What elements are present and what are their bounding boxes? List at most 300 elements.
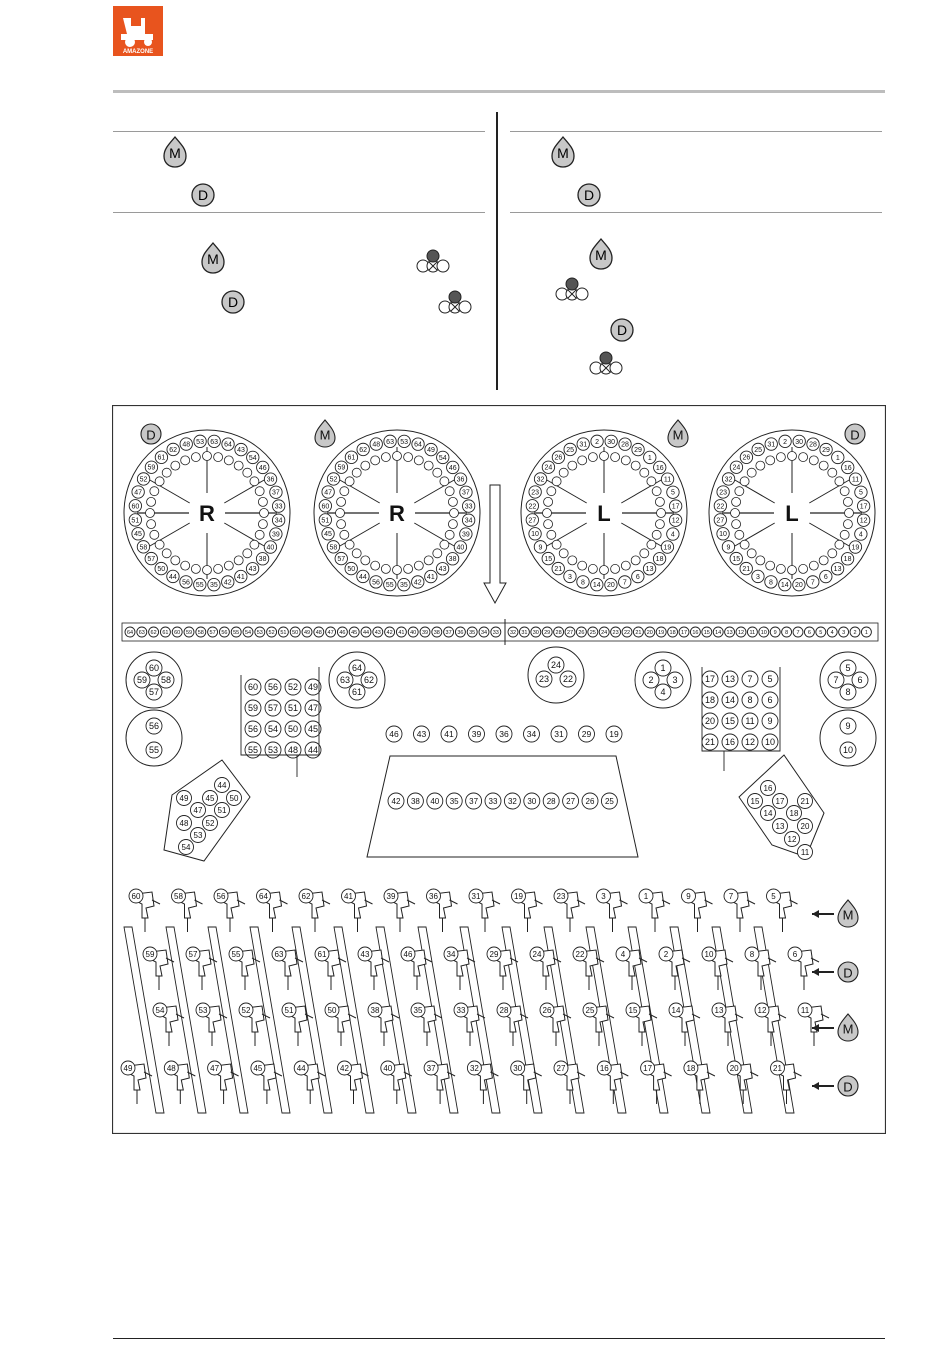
outlet bbox=[619, 438, 631, 450]
outlet-number: 12 bbox=[859, 517, 868, 525]
outlet bbox=[807, 576, 819, 588]
outlet bbox=[319, 514, 331, 526]
outlet-number: 10 bbox=[760, 629, 767, 636]
outlet bbox=[542, 627, 552, 637]
outlet-number: 59 bbox=[185, 629, 193, 636]
legend-right-d-symbol-2 bbox=[611, 319, 633, 341]
outlet bbox=[597, 1061, 611, 1075]
outlet-number: 27 bbox=[566, 629, 574, 636]
outlet-number: 61 bbox=[157, 454, 166, 462]
outlet-number: 50 bbox=[292, 629, 299, 636]
outlet bbox=[793, 435, 805, 447]
outlet-hole bbox=[843, 497, 852, 506]
outlet bbox=[272, 500, 284, 512]
outlet-hole bbox=[445, 530, 454, 539]
outlet-number: 54 bbox=[181, 842, 191, 852]
outlet bbox=[531, 627, 541, 637]
outlet-number: 53 bbox=[198, 1005, 208, 1015]
outlet bbox=[745, 947, 759, 961]
outlet bbox=[462, 500, 474, 512]
outlet-hole bbox=[559, 468, 568, 477]
outlet bbox=[398, 578, 410, 590]
outlet-number: 18 bbox=[843, 556, 852, 564]
outlet-number: 37 bbox=[426, 1063, 436, 1073]
outlet-number: 49 bbox=[179, 793, 189, 803]
outlet bbox=[160, 627, 170, 637]
outlet-hole bbox=[424, 461, 433, 470]
outlet-number: 53 bbox=[400, 438, 409, 446]
outlet bbox=[121, 1061, 135, 1075]
outlet bbox=[177, 816, 192, 831]
outlet-number: 29 bbox=[581, 728, 592, 739]
outlet bbox=[361, 672, 377, 688]
outlet bbox=[349, 627, 359, 637]
coulter-trio-icon bbox=[556, 278, 588, 300]
outlet-hole bbox=[578, 561, 587, 570]
outlet bbox=[605, 578, 617, 590]
outlet-number: 60 bbox=[148, 663, 160, 674]
outlet-number: 41 bbox=[398, 629, 405, 636]
outlet-number: 16 bbox=[655, 464, 664, 472]
outlet-number: 13 bbox=[714, 1005, 724, 1015]
outlet-number: 41 bbox=[236, 574, 245, 582]
outlet bbox=[265, 721, 281, 737]
outlet bbox=[203, 791, 218, 806]
outlet bbox=[832, 451, 844, 463]
outlet bbox=[231, 627, 241, 637]
outlet-hole bbox=[631, 556, 640, 565]
outlet bbox=[414, 726, 430, 742]
outlet-number: 47 bbox=[327, 629, 334, 636]
outlet bbox=[714, 500, 726, 512]
outlet-hole bbox=[732, 497, 741, 506]
outlet bbox=[349, 660, 365, 676]
outlet-number: 35 bbox=[210, 582, 218, 590]
outlet bbox=[727, 1061, 741, 1075]
outlet-number: 29 bbox=[822, 447, 830, 455]
outlet bbox=[724, 889, 738, 903]
outlet-number: 14 bbox=[592, 582, 601, 590]
outlet-hole bbox=[544, 520, 553, 529]
outlet-hole bbox=[450, 509, 459, 518]
outlet-number: 7 bbox=[728, 891, 734, 901]
outlet bbox=[469, 726, 485, 742]
outlet-hole bbox=[243, 468, 252, 477]
outlet-number: 54 bbox=[155, 1005, 165, 1015]
outlet bbox=[850, 627, 860, 637]
outlet-number: 51 bbox=[280, 629, 287, 636]
outlet-number: 16 bbox=[599, 1063, 609, 1073]
outlet bbox=[214, 889, 228, 903]
outlet bbox=[487, 947, 501, 961]
outlet-number: 1 bbox=[660, 663, 666, 674]
outlet-number: 41 bbox=[444, 728, 454, 739]
outlet-number: 25 bbox=[604, 796, 614, 806]
outlet-number: 50 bbox=[229, 793, 239, 803]
outlet-number: 5 bbox=[819, 629, 823, 636]
outlet-number: 31 bbox=[579, 441, 588, 449]
outlet-number: 36 bbox=[456, 476, 465, 484]
outlet-hole bbox=[799, 564, 808, 573]
outlet bbox=[158, 672, 174, 688]
outlet-hole bbox=[381, 453, 390, 462]
outlet-hole bbox=[835, 477, 844, 486]
outlet-number: 55 bbox=[385, 582, 394, 590]
outlet-number: 32 bbox=[509, 629, 517, 636]
outlet bbox=[583, 1003, 597, 1017]
legend-left-m-symbol-2 bbox=[202, 243, 224, 273]
outlet bbox=[684, 1061, 698, 1075]
outlet-number: 32 bbox=[507, 796, 517, 806]
outlet-number: 11 bbox=[745, 716, 755, 727]
outlet-number: 23 bbox=[538, 674, 550, 685]
outlet-number: 12 bbox=[757, 1005, 767, 1015]
outlet bbox=[337, 672, 353, 688]
outlet bbox=[842, 461, 854, 473]
outlet-hole bbox=[155, 477, 164, 486]
outlet-number: 47 bbox=[307, 703, 319, 714]
outlet-number: 58 bbox=[174, 891, 183, 901]
outlet-number: 49 bbox=[307, 682, 319, 693]
outlet bbox=[633, 627, 643, 637]
outlet bbox=[491, 627, 501, 637]
outlet bbox=[455, 627, 465, 637]
outlet bbox=[762, 734, 778, 750]
outlet bbox=[722, 713, 738, 729]
outlet bbox=[793, 578, 805, 590]
outlet bbox=[264, 473, 276, 485]
outlet bbox=[270, 486, 282, 498]
outlet-number: 9 bbox=[767, 716, 773, 727]
outlet-number: 39 bbox=[471, 728, 482, 739]
outlet bbox=[180, 438, 192, 450]
outlet-number: 49 bbox=[123, 1063, 133, 1073]
outlet-number: 21 bbox=[554, 566, 563, 574]
outlet-number: 43 bbox=[248, 566, 257, 574]
outlet-hole bbox=[568, 461, 577, 470]
outlet-number: 20 bbox=[646, 629, 653, 636]
outlet bbox=[722, 734, 738, 750]
outlet-number: 27 bbox=[716, 517, 725, 525]
outlet-number: 39 bbox=[386, 891, 396, 901]
outlet-number: 11 bbox=[800, 847, 810, 857]
outlet bbox=[411, 1003, 425, 1017]
outlet bbox=[840, 718, 856, 734]
legend-left-m-symbol bbox=[164, 137, 186, 167]
outlet-hole bbox=[393, 452, 402, 461]
outlet-number: 40 bbox=[456, 544, 465, 552]
svg-text:D: D bbox=[583, 187, 595, 203]
outlet-hole bbox=[381, 564, 390, 573]
outlet bbox=[278, 627, 288, 637]
outlet bbox=[251, 1061, 265, 1075]
outlet-number: 52 bbox=[139, 476, 148, 484]
outlet bbox=[245, 700, 261, 716]
legend-left-d-symbol-2 bbox=[222, 291, 244, 313]
outlet bbox=[420, 627, 430, 637]
outlet-hole bbox=[552, 477, 561, 486]
outlet bbox=[285, 679, 301, 695]
outlet-hole bbox=[788, 566, 797, 575]
outlet-number: 60 bbox=[131, 503, 140, 511]
outlet-number: 55 bbox=[195, 582, 204, 590]
outlet bbox=[554, 1061, 568, 1075]
outlet-hole bbox=[647, 477, 656, 486]
outlet-number: 3 bbox=[672, 675, 678, 686]
outlet-number: 17 bbox=[859, 503, 868, 511]
outlet-hole bbox=[361, 556, 370, 565]
outlet-number: 37 bbox=[469, 796, 479, 806]
outlet-hole bbox=[224, 561, 233, 570]
outlet bbox=[219, 627, 229, 637]
outlet-number: 56 bbox=[182, 579, 190, 587]
outlet bbox=[605, 435, 617, 447]
outlet-number: 5 bbox=[771, 891, 776, 901]
outlet bbox=[257, 889, 271, 903]
outlet bbox=[338, 1061, 352, 1075]
outlet-number: 11 bbox=[663, 476, 672, 484]
outlet-number: 62 bbox=[150, 629, 157, 636]
outlet bbox=[540, 1003, 554, 1017]
outlet bbox=[779, 435, 791, 447]
outlet-hole bbox=[621, 456, 630, 465]
outlet-number: 10 bbox=[719, 531, 727, 539]
outlet bbox=[551, 726, 567, 742]
outlet bbox=[358, 947, 372, 961]
disc-letter: R bbox=[199, 501, 215, 526]
marker-letter: M bbox=[842, 1021, 854, 1037]
outlet-number: 42 bbox=[386, 629, 393, 636]
outlet-number: 31 bbox=[554, 728, 564, 739]
outlet-hole bbox=[840, 487, 849, 496]
outlet-number: 33 bbox=[488, 796, 498, 806]
outlet-number: 48 bbox=[315, 629, 322, 636]
outlet-hole bbox=[631, 461, 640, 470]
outlet-hole bbox=[776, 453, 785, 462]
outlet bbox=[444, 947, 458, 961]
outlet bbox=[370, 576, 382, 588]
outlet bbox=[412, 576, 424, 588]
outlet-number: 61 bbox=[351, 687, 363, 698]
outlet-hole bbox=[191, 564, 200, 573]
outlet bbox=[325, 1003, 339, 1017]
outlet-hole bbox=[776, 564, 785, 573]
outlet bbox=[167, 443, 179, 455]
outlet-number: 40 bbox=[410, 629, 417, 636]
outlet-number: 4 bbox=[670, 531, 675, 539]
outlet bbox=[497, 1003, 511, 1017]
outlet bbox=[290, 627, 300, 637]
outlet-number: 44 bbox=[362, 629, 370, 636]
outlet-number: 26 bbox=[554, 454, 563, 462]
outlet-number: 58 bbox=[329, 544, 338, 552]
outlet-group bbox=[126, 652, 182, 708]
outlet bbox=[361, 627, 371, 637]
outlet-hole bbox=[345, 540, 354, 549]
outlet-number: 6 bbox=[792, 949, 798, 959]
outlet-number: 63 bbox=[274, 949, 284, 959]
outlet bbox=[345, 562, 357, 574]
outlet-number: 15 bbox=[628, 1005, 638, 1015]
outlet-number: 62 bbox=[363, 675, 375, 686]
outlet-number: 2 bbox=[595, 438, 600, 446]
outlet-number: 51 bbox=[321, 517, 330, 525]
outlet-number: 48 bbox=[166, 1063, 176, 1073]
outlet-number: 36 bbox=[266, 476, 275, 484]
outlet bbox=[208, 627, 218, 637]
outlet-hole bbox=[181, 561, 190, 570]
outlet-number: 38 bbox=[433, 629, 440, 636]
outlet-number: 50 bbox=[287, 724, 299, 735]
outlet-number: 44 bbox=[307, 745, 319, 756]
outlet-number: 41 bbox=[344, 891, 353, 901]
outlet bbox=[208, 578, 220, 590]
outlet-number: 24 bbox=[532, 949, 542, 959]
outlet bbox=[155, 562, 167, 574]
outlet-number: 56 bbox=[148, 721, 160, 732]
outlet-number: 51 bbox=[284, 1005, 294, 1015]
outlet bbox=[524, 726, 540, 742]
outlet-number: 31 bbox=[521, 629, 528, 636]
outlet-number: 51 bbox=[287, 703, 299, 714]
outlet-number: 7 bbox=[796, 629, 800, 636]
outlet-hole bbox=[845, 509, 854, 518]
outlet bbox=[526, 500, 538, 512]
outlet bbox=[177, 791, 192, 806]
outlet-number: 57 bbox=[209, 629, 216, 636]
outlet-number: 26 bbox=[585, 796, 595, 806]
group-housing bbox=[528, 647, 584, 703]
outlet-number: 24 bbox=[544, 464, 553, 472]
outlet-number: 3 bbox=[567, 573, 572, 581]
outlet-number: 6 bbox=[823, 574, 828, 582]
outlet bbox=[196, 1003, 210, 1017]
outlet bbox=[255, 627, 265, 637]
marker-letter: D bbox=[146, 427, 156, 443]
outlet bbox=[798, 794, 813, 809]
outlet bbox=[668, 627, 678, 637]
outlet bbox=[322, 528, 334, 540]
outlet-number: 34 bbox=[526, 728, 537, 739]
outlet bbox=[215, 778, 230, 793]
outlet-number: 27 bbox=[556, 1063, 566, 1073]
disc-marker bbox=[845, 424, 865, 444]
outlet-number: 20 bbox=[729, 1063, 739, 1073]
outlet-hole bbox=[234, 556, 243, 565]
outlet bbox=[667, 528, 679, 540]
outlet-hole bbox=[250, 540, 259, 549]
outlet bbox=[146, 684, 162, 700]
outlet-hole bbox=[655, 520, 664, 529]
outlet bbox=[222, 438, 234, 450]
outlet-number: 19 bbox=[851, 544, 860, 552]
outlet bbox=[773, 819, 788, 834]
outlet-hole bbox=[155, 540, 164, 549]
outlet bbox=[504, 793, 520, 809]
outlet bbox=[827, 627, 837, 637]
outlet-number: 6 bbox=[767, 695, 773, 706]
outlet-number: 18 bbox=[686, 1063, 696, 1073]
outlet-number: 53 bbox=[193, 830, 203, 840]
outlet-number: 44 bbox=[359, 573, 367, 581]
coulter-trio-icon bbox=[417, 250, 449, 272]
outlet-number: 11 bbox=[800, 1005, 810, 1015]
outlet bbox=[645, 627, 655, 637]
marker-letter: D bbox=[850, 427, 860, 443]
outlet bbox=[661, 473, 673, 485]
outlet-number: 50 bbox=[347, 566, 356, 574]
outlet bbox=[496, 726, 512, 742]
outlet-number: 45 bbox=[351, 629, 358, 636]
outlet-hole bbox=[214, 453, 223, 462]
outlet bbox=[577, 438, 589, 450]
outlet bbox=[855, 528, 867, 540]
outlet-number: 5 bbox=[845, 663, 851, 674]
outlet-number: 6 bbox=[635, 574, 640, 582]
outlet-hole bbox=[371, 456, 380, 465]
outlet bbox=[164, 1061, 178, 1075]
outlet-hole bbox=[345, 477, 354, 486]
outlet bbox=[828, 672, 844, 688]
outlet-group bbox=[820, 710, 876, 766]
outlet bbox=[722, 671, 738, 687]
outlet-hole bbox=[255, 487, 264, 496]
outlet-number: 23 bbox=[719, 489, 728, 497]
outlet bbox=[536, 671, 552, 687]
outlet-number: 27 bbox=[566, 796, 576, 806]
outlet-hole bbox=[588, 453, 597, 462]
outlet bbox=[526, 514, 538, 526]
outlet bbox=[661, 541, 673, 553]
outlet-hole bbox=[766, 561, 775, 570]
outlet-number: 8 bbox=[581, 579, 585, 587]
outlet-number: 57 bbox=[147, 556, 156, 564]
outlet bbox=[137, 627, 147, 637]
outlet-number: 39 bbox=[461, 531, 470, 539]
outlet-number: 11 bbox=[851, 476, 860, 484]
outlet bbox=[408, 627, 418, 637]
outlet-hole bbox=[740, 477, 749, 486]
outlet bbox=[771, 1061, 785, 1075]
outlet bbox=[722, 692, 738, 708]
marker-letter: D bbox=[843, 1079, 853, 1095]
marker-letter: D bbox=[843, 965, 853, 981]
outlet-hole bbox=[735, 530, 744, 539]
outlet bbox=[742, 713, 758, 729]
outlet bbox=[773, 794, 788, 809]
outlet-number: 7 bbox=[833, 675, 839, 686]
outlet-number: 32 bbox=[724, 476, 733, 484]
outlet bbox=[315, 947, 329, 961]
outlet bbox=[235, 570, 247, 582]
outlet-number: 38 bbox=[448, 556, 457, 564]
outlet-number: 41 bbox=[426, 574, 435, 582]
outlet bbox=[282, 1003, 296, 1017]
outlet-number: 30 bbox=[527, 796, 537, 806]
outlet bbox=[591, 578, 603, 590]
outlet-hole bbox=[652, 530, 661, 539]
outlet bbox=[762, 692, 778, 708]
outlet bbox=[145, 461, 157, 473]
outlet bbox=[798, 819, 813, 834]
outlet bbox=[765, 438, 777, 450]
outlet-number: 37 bbox=[462, 489, 470, 497]
outlet-number: 42 bbox=[413, 579, 422, 587]
outlet-number: 19 bbox=[663, 544, 672, 552]
outlet-hole bbox=[731, 509, 740, 518]
outlet bbox=[149, 627, 159, 637]
outlet-number: 8 bbox=[769, 579, 773, 587]
